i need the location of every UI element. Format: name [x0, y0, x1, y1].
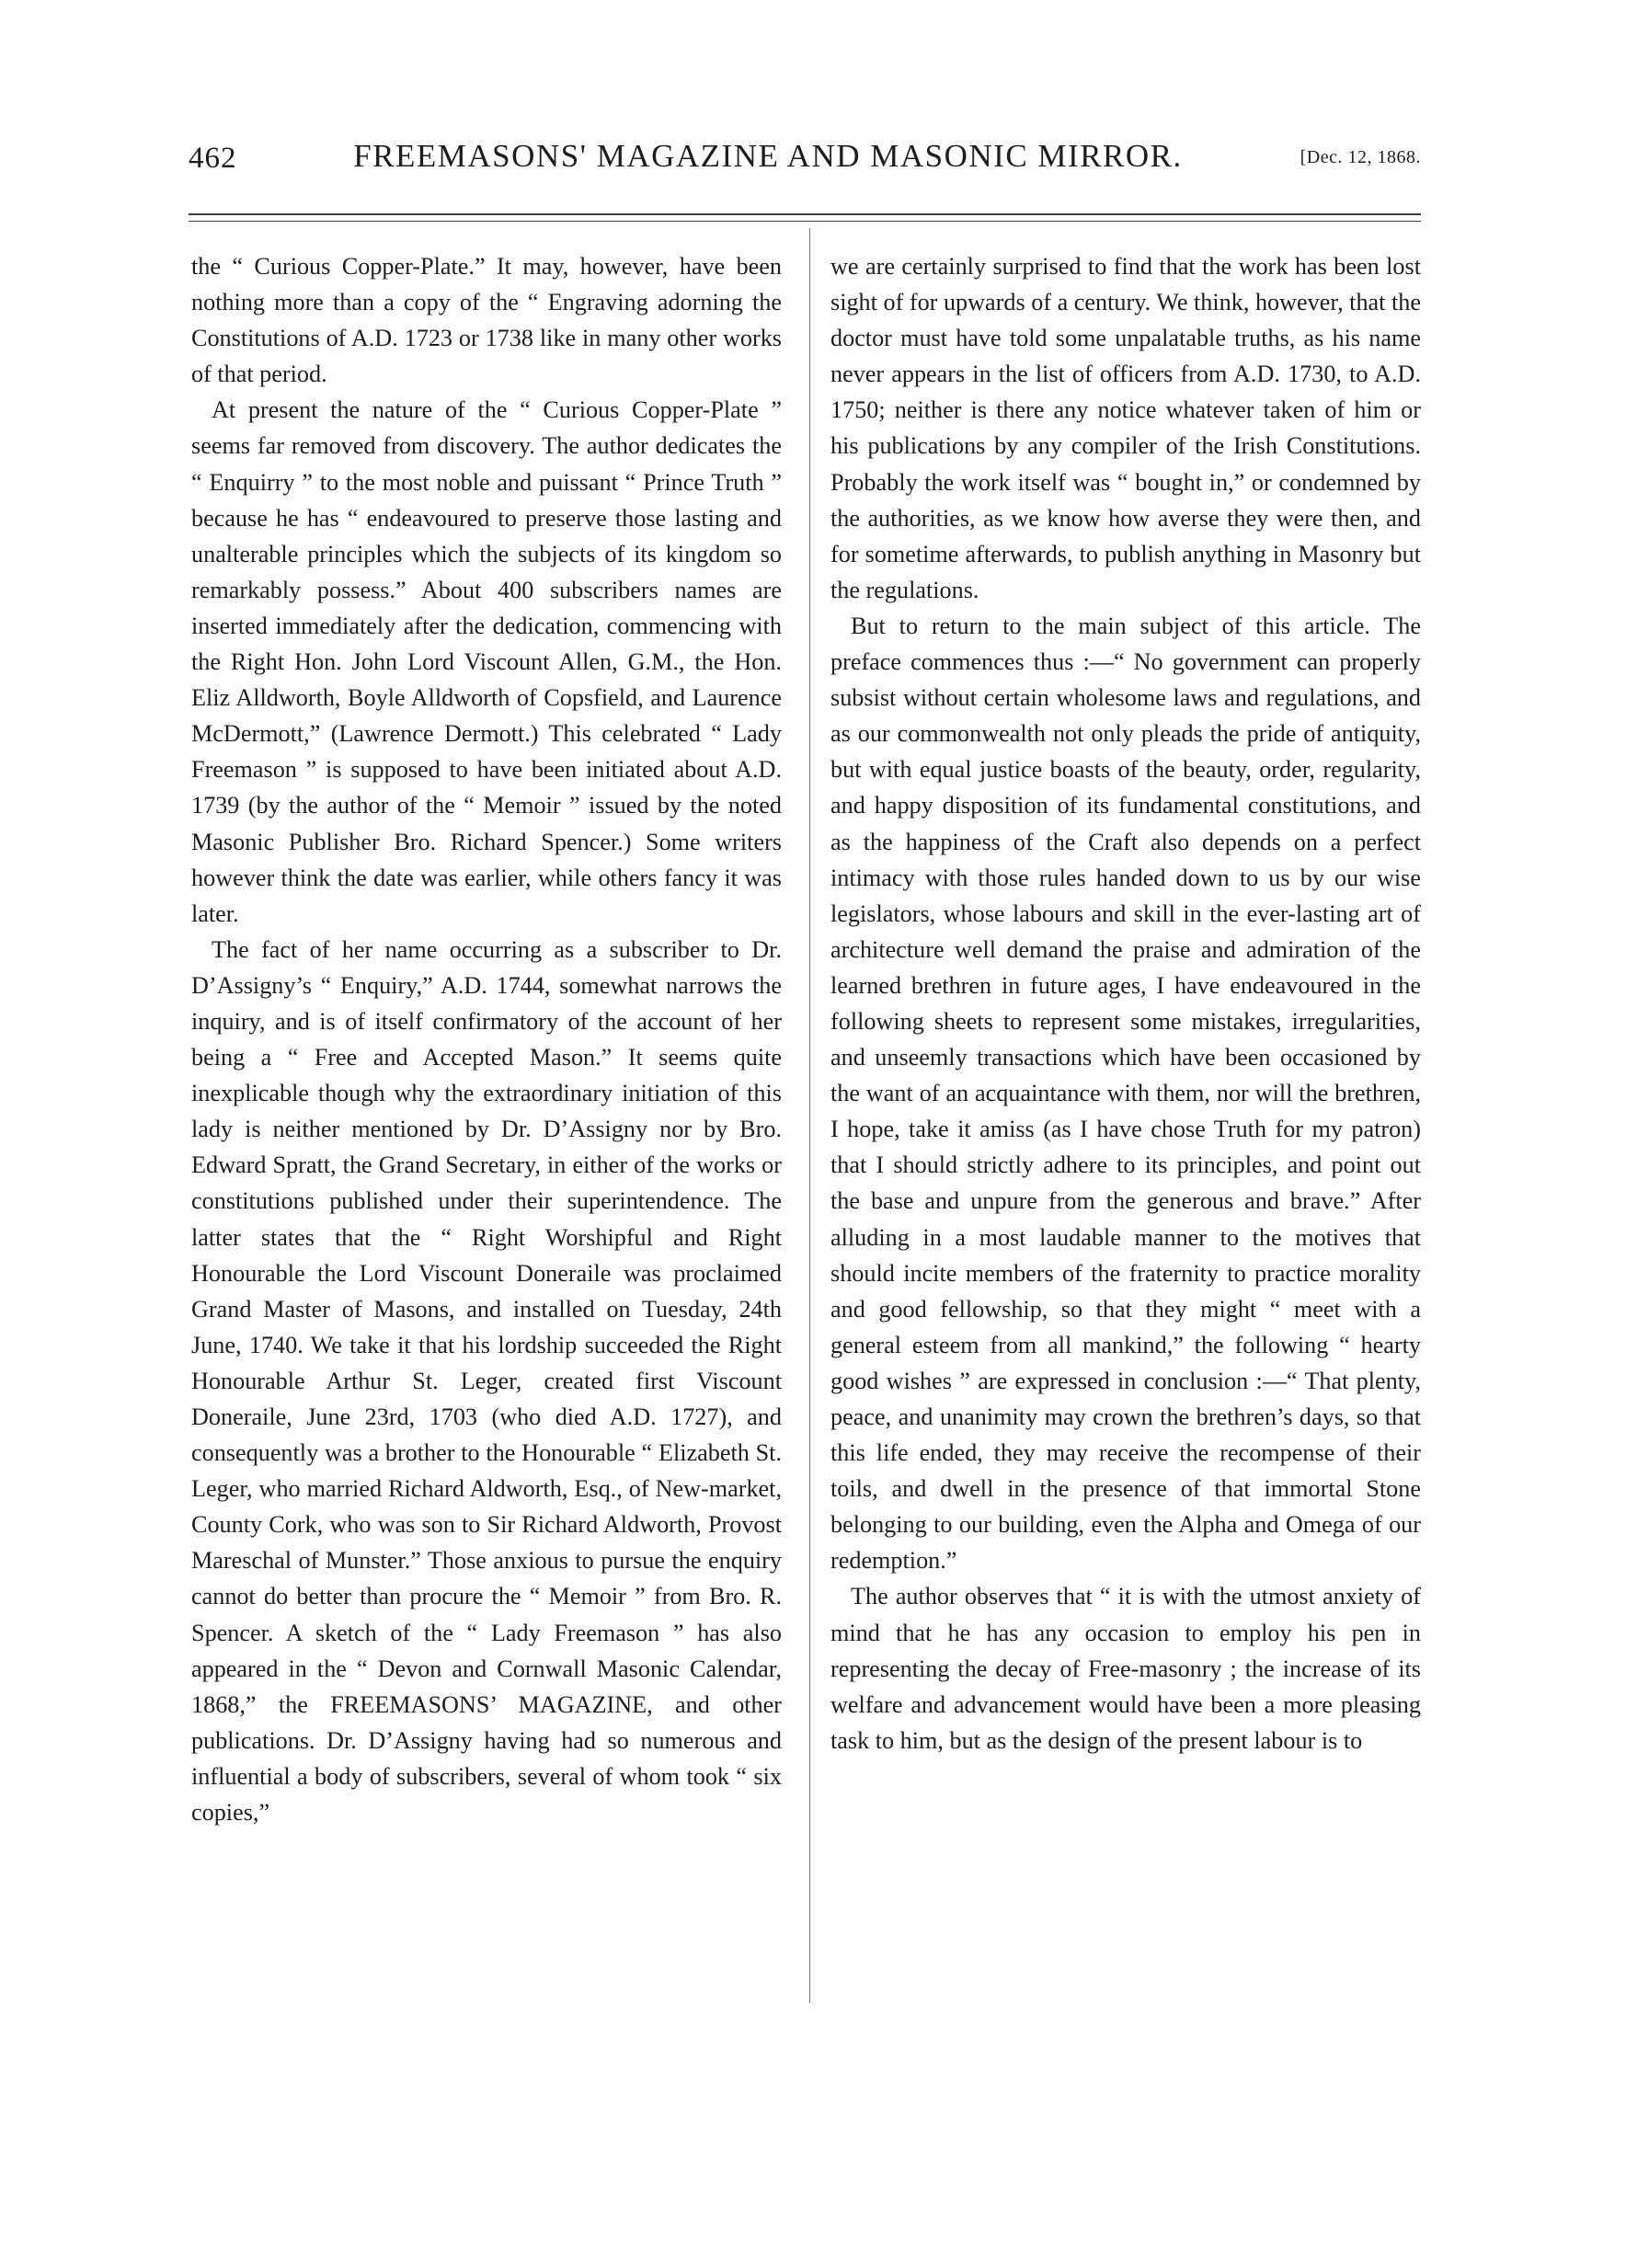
page-header	[189, 138, 1421, 184]
left-paragraph-1: the “ Curious Copper-Plate.” It may, however, have been nothing more than a copy of the “ Engraving adorning the Constitutions of A.D. 1723 or 1738 like in many other works of that period.	[191, 253, 782, 388]
right-column	[830, 248, 1421, 1758]
right-paragraph-3: The author observes that “ it is with the utmost anxiety of mind that he has any occasion to employ his pen in representing the decay of Free-masonry ; the increase of its welfare and advancement would have been a more pleasing task to him, but as the design of the present labour is to	[830, 1583, 1421, 1754]
issue-date: [Dec. 12, 1868.	[1300, 147, 1421, 167]
right-paragraph-1: we are certainly surprised to find that the work has been lost sight of for upwards of a century. We think, however, that the doctor must have told some unpalatable truths, as his name never appears in the list of officers from A.D. 1730, to A.D. 1750; neither is there any notice whatever taken of him or his publications by any compiler of the Irish Constitutions. Probably the work itself was “ bought in,” or condemned by the authorities, as we know how averse they were then, and for sometime afterwards, to publish anything in Masonry but the regulations.	[830, 253, 1421, 603]
header-rule-bottom	[189, 221, 1421, 222]
left-paragraph-2: At present the nature of the “ Curious Copper-Plate ” seems far removed from discovery. The author dedicates the “ Enquirry ” to the most noble and puissant “ Prince Truth ” because he has “ endeavoured to preserve those lasting and unalterable principles which the subjects of its kingdom so remarkably possess.” About 400 subscribers names are inserted immediately after the dedication, commencing with the Right Hon. John Lord Viscount Allen, G.M., the Hon. Eliz Alldworth, Boyle Alldworth of Copsfield, and Laurence McDermott,” (Lawrence Dermott.) This celebrated “ Lady Freemason ” is supposed to have been initiated about A.D. 1739 (by the author of the “ Memoir ” issued by the noted Masonic Publisher Bro. Richard Spencer.) Some writers however think the date was earlier, while others fancy it was later.	[191, 396, 782, 927]
left-paragraph-3: The fact of her name occurring as a subscriber to Dr. D’Assigny’s “ Enquiry,” A.D. 1744, somewhat narrows the inquiry, and is of itself confirmatory of the account of her being a “ Free and Accepted Mason.” It seems quite inexplicable though why the extraordinary initiation of this lady is neither mentioned by Dr. D’Assigny nor by Bro. Edward Spratt, the Grand Secretary, in either of the works or constitutions published under their superintendence. The latter states that the “ Right Worshipful and Right Honourable the Lord Viscount Doneraile was proclaimed Grand Master of Masons, and installed on Tuesday, 24th June, 1740. We take it that his lordship succeeded the Right Honourable Arthur St. Leger, created first Viscount Doneraile, June 23rd, 1703 (who died A.D. 1727), and consequently was a brother to the Honourable “ Elizabeth St. Leger, who married Richard Aldworth, Esq., of New-market, County Cork, who was son to Sir Richard Aldworth, Provost Mareschal of Munster.” Those anxious to pursue the enquiry cannot do better than procure the “ Memoir ” from Bro. R. Spencer. A sketch of the “ Lady Freemason ” has also appeared in the “ Devon and Cornwall Masonic Calendar, 1868,” the FREEMASONS’ MAGAZINE, and other publications. Dr. D’Assigny having had so numerous and influential a body of subscribers, several of whom took “ six copies,”	[191, 935, 782, 1827]
column-divider	[809, 228, 810, 2003]
header-rule-top	[189, 213, 1421, 215]
page-number: 462	[189, 142, 237, 175]
right-paragraph-2: But to return to the main subject of this article. The preface commences thus :—“ No government can properly subsist without certain wholesome laws and regulations, and as our commonwealth not only pleads the pride of antiquity, but with equal justice boasts of the beauty, order, regularity, and happy disposition of its fundamental constitutions, and as the happiness of the Craft also depends on a perfect intimacy with those rules handed down to us by our wise legislators, whose labours and skill in the ever-lasting art of architecture well demand the praise and admiration of the learned brethren in future ages, I have endeavoured in the following sheets to represent some mistakes, irregularities, and unseemly transactions which have been occasioned by the want of an acquaintance with them, nor will the brethren, I hope, take it amiss (as I have chose Truth for my patron) that I should strictly adhere to its principles, and point out the base and unpure from the generous and brave.” After alluding in a most laudable manner to the motives that should incite members of the fraternity to practice morality and good fellowship, so that they might “ meet with a general esteem from all mankind,” the following “ hearty good wishes ” are expressed in conclusion :—“ That plenty, peace, and unanimity may crown the brethren’s days, so that this life ended, they may receive the recompense of their toils, and dwell in the presence of that immortal Stone belonging to our building, even the Alpha and Omega of our redemption.”	[830, 612, 1421, 1575]
running-title: FREEMASONS' MAGAZINE AND MASONIC MIRROR.	[353, 138, 1183, 174]
left-column	[191, 248, 782, 1830]
